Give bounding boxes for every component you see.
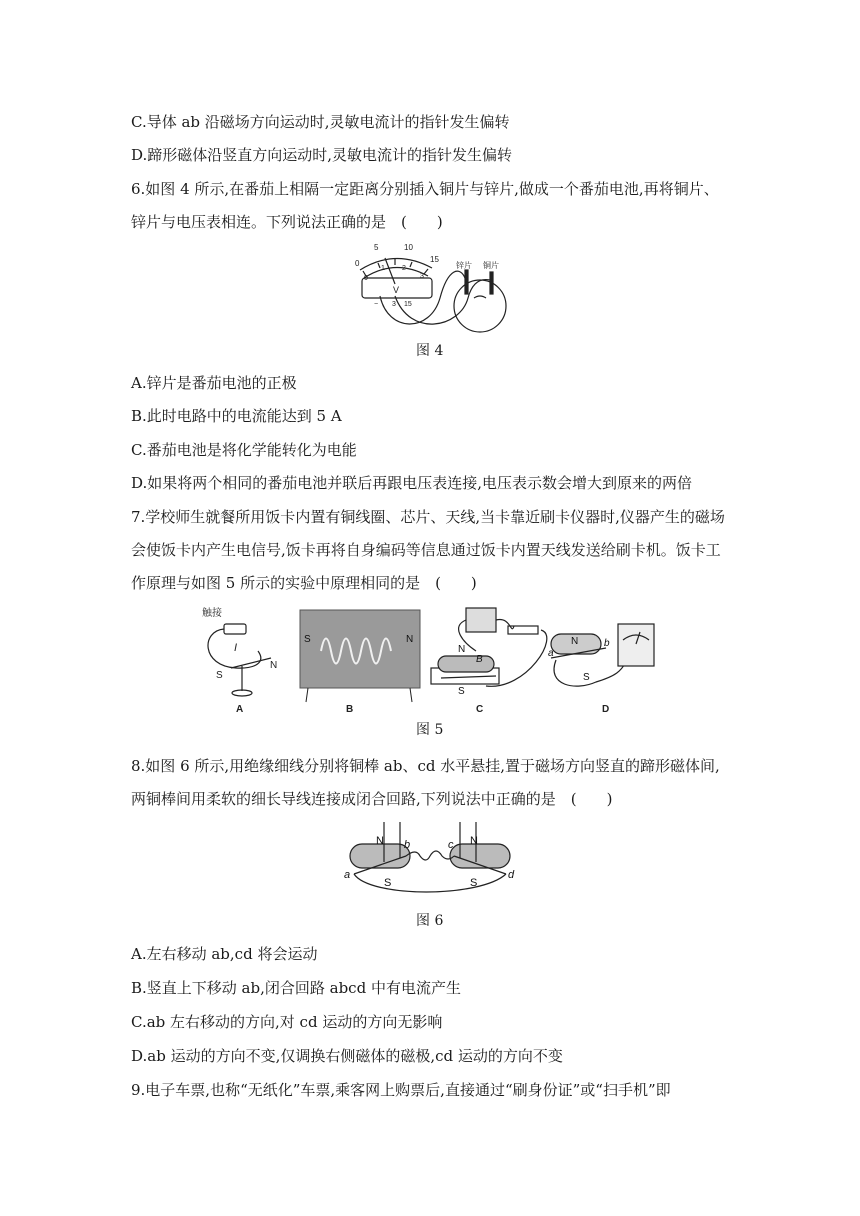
figure-6-two-magnets	[340, 822, 520, 902]
f4-scale-bot-1: 1	[381, 265, 385, 272]
figure-4-voltmeter-tomato	[340, 238, 520, 336]
f4-zinc-label: 锌片	[456, 261, 472, 270]
q5-option-d: D.蹄形磁体沿竖直方向运动时,灵敏电流计的指针发生偏转	[131, 146, 513, 164]
f4-terminal-15: 15	[404, 301, 412, 308]
figure-5-experiments	[196, 596, 666, 716]
f4-terminal-3: 3	[392, 301, 396, 308]
f5-a-north: N	[270, 660, 278, 671]
f5-panel-d	[551, 624, 654, 686]
f6-label-b: b	[404, 839, 411, 851]
f5-d-south: S	[583, 672, 590, 683]
f4-scale-bot-0: 0	[364, 275, 368, 282]
figure-5-caption: 图 5	[416, 722, 444, 738]
f5-label-b: B	[346, 704, 354, 715]
f5-panel-c	[431, 608, 547, 686]
f5-panel-b-board	[300, 610, 420, 688]
f6-south-left: S	[384, 877, 392, 889]
f5-b-north: N	[406, 634, 414, 645]
q8-option-c: C.ab 左右移动的方向,对 cd 运动的方向无影响	[131, 1013, 443, 1031]
f6-label-c: c	[448, 839, 454, 851]
q6-stem-line2: 锌片与电压表相连。下列说法正确的是 ( )	[131, 213, 443, 231]
q6-option-c: C.番茄电池是将化学能转化为电能	[131, 441, 357, 459]
figure-4-caption: 图 4	[416, 343, 444, 359]
q8-stem-line1: 8.如图 6 所示,用绝缘细线分别将铜棒 ab、cd 水平悬挂,置于磁场方向竖直的蹄形磁体间,	[131, 757, 720, 775]
q8-stem-line2: 两铜棒间用柔软的细长导线连接成闭合回路,下列说法中正确的是 ( )	[131, 790, 613, 808]
q6-stem-line1: 6.如图 4 所示,在番茄上相隔一定距离分别插入铜片与锌片,做成一个番茄电池,再将铜片、	[131, 180, 719, 198]
f5-c-field: B	[476, 654, 483, 665]
q8-option-d: D.ab 运动的方向不变,仅调换右侧磁体的磁极,cd 运动的方向不变	[131, 1047, 563, 1065]
f5-touch-label: 触接	[202, 608, 222, 619]
q7-stem-line2: 会使饭卡内产生电信号,饭卡再将自身编码等信息通过饭卡内置天线发送给刷卡机。饭卡工	[131, 541, 721, 559]
f5-c-south: S	[458, 686, 465, 697]
q6-option-d: D.如果将两个相同的番茄电池并联后再跟电压表连接,电压表示数会增大到原来的两倍	[131, 474, 693, 492]
f4-scale-top-5: 5	[374, 243, 379, 252]
f4-scale-top-0: 0	[355, 259, 360, 268]
f6-south-right: S	[470, 877, 478, 889]
f5-d-north: N	[571, 636, 579, 647]
f5-panel-a	[208, 624, 271, 696]
f4-scale-bot-3: 3	[420, 273, 424, 280]
q6-option-a: A.锌片是番茄电池的正极	[131, 374, 297, 392]
f5-d-rod-a: a	[548, 648, 554, 659]
f5-label-a: A	[236, 704, 244, 715]
f4-scale-top-15: 15	[430, 255, 439, 264]
f6-north-left: N	[376, 835, 384, 847]
f5-b-south: S	[304, 634, 311, 645]
f4-terminal-neg: −	[374, 301, 379, 308]
f5-a-current: I	[234, 642, 238, 654]
f5-label-c: C	[476, 704, 484, 715]
f4-copper-label: 铜片	[483, 261, 499, 270]
q7-stem-line3: 作原理与如图 5 所示的实验中原理相同的是 ( )	[131, 574, 477, 592]
f4-scale-top-10: 10	[404, 243, 413, 252]
q8-option-a: A.左右移动 ab,cd 将会运动	[131, 945, 318, 963]
f5-label-d: D	[602, 704, 610, 715]
f4-meter-symbol: V	[393, 285, 400, 295]
q8-option-b: B.竖直上下移动 ab,闭合回路 abcd 中有电流产生	[131, 979, 461, 997]
f5-c-north: N	[458, 644, 466, 655]
q9-stem-line1: 9.电子车票,也称“无纸化”车票,乘客网上购票后,直接通过“刷身份证”或“扫手机”即	[131, 1081, 671, 1099]
q6-option-b: B.此时电路中的电流能达到 5 A	[131, 407, 342, 425]
f5-a-south: S	[216, 670, 223, 681]
f6-label-a: a	[344, 869, 351, 881]
q7-stem-line1: 7.学校师生就餐所用饭卡内置有铜线圈、芯片、天线,当卡靠近刷卡仪器时,仪器产生的磁场	[131, 508, 725, 526]
f4-scale-bot-2: 2	[402, 265, 406, 272]
f6-north-right: N	[470, 835, 478, 847]
f5-d-rod-b: b	[604, 638, 610, 649]
f6-label-d: d	[508, 869, 515, 881]
figure-6-caption: 图 6	[416, 913, 444, 929]
q5-option-c: C.导体 ab 沿磁场方向运动时,灵敏电流计的指针发生偏转	[131, 113, 510, 131]
